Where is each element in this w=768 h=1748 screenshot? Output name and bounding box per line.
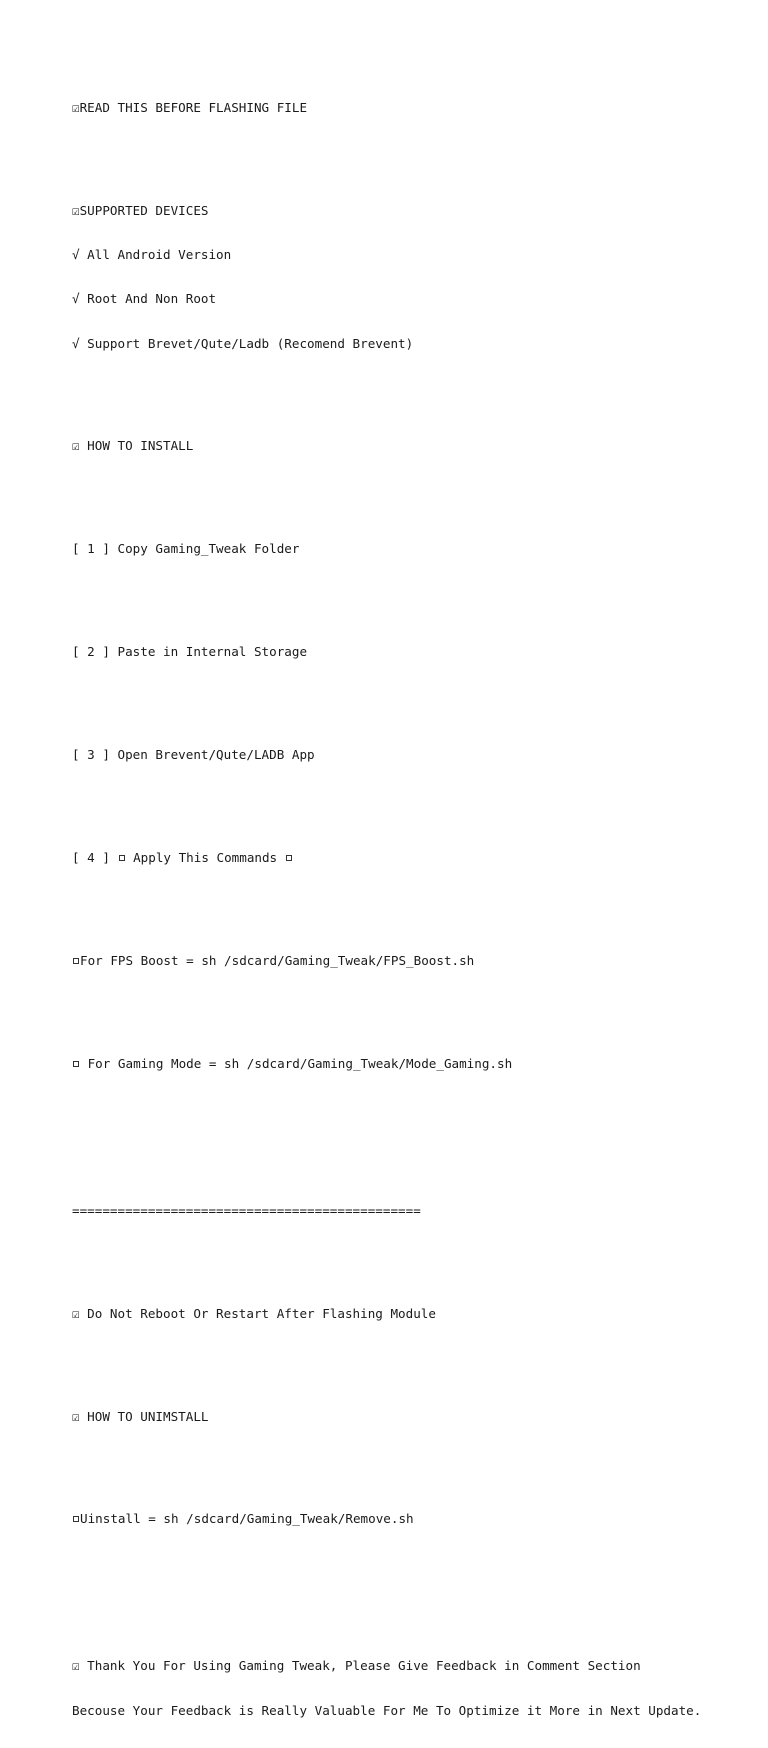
supported-item: √ All Android Version	[72, 247, 232, 263]
blank-line	[72, 586, 762, 601]
square-icon	[119, 855, 125, 861]
separator: ==============================================	[72, 1202, 421, 1218]
document-body	[72, 72, 762, 1748]
blank-line	[72, 1601, 762, 1616]
blank-line	[72, 484, 762, 499]
uninstall-command-line	[72, 1512, 762, 1527]
blank-line	[72, 146, 762, 161]
blank-line	[72, 689, 762, 704]
uninstall-command: Uinstall = sh /sdcard/Gaming_Tweak/Remove.sh	[80, 1511, 414, 1527]
blank-line	[72, 1248, 762, 1263]
supported-item: √ Root And Non Root	[72, 291, 217, 307]
fps-command-line	[72, 954, 762, 969]
blank-line	[72, 1101, 762, 1116]
blank-line	[72, 1145, 762, 1160]
blank-line	[72, 1454, 762, 1469]
no-reboot-note: ☑ Do Not Reboot Or Restart After Flashing Module	[72, 1305, 436, 1321]
install-title: ☑ HOW TO INSTALL	[72, 438, 194, 454]
blank-line	[72, 998, 762, 1013]
supported-title: ☑SUPPORTED DEVICES	[72, 203, 209, 219]
blank-line	[72, 1557, 762, 1572]
square-icon	[73, 1516, 79, 1522]
install-step-2: [ 2 ] Paste in Internal Storage	[72, 644, 308, 660]
header-line: ☑READ THIS BEFORE FLASHING FILE	[72, 100, 308, 116]
gaming-command-line	[72, 1057, 762, 1072]
thanks-line-2: Becouse Your Feedback is Really Valuable For Me To Optimize it More in Next Update.	[72, 1702, 702, 1718]
install-step-4	[72, 851, 762, 866]
step4-text: Apply This Commands	[125, 850, 285, 866]
blank-line	[72, 1351, 762, 1366]
blank-line	[72, 792, 762, 807]
square-icon	[286, 855, 292, 861]
supported-item: √ Support Brevet/Qute/Ladb (Recomend Brevent)	[72, 335, 414, 351]
square-icon	[73, 1061, 79, 1067]
gaming-command: For Gaming Mode = sh /sdcard/Gaming_Tweak/Mode_Gaming.sh	[80, 1055, 513, 1071]
blank-line	[72, 381, 762, 396]
fps-command: For FPS Boost = sh /sdcard/Gaming_Tweak/FPS_Boost.sh	[80, 952, 475, 968]
thanks-line-1: ☑ Thank You For Using Gaming Tweak, Please Give Feedback in Comment Section	[72, 1658, 641, 1674]
install-step-3: [ 3 ] Open Brevent/Qute/LADB App	[72, 747, 315, 763]
step4-prefix: [ 4 ]	[72, 850, 118, 866]
uninstall-title: ☑ HOW TO UNIMSTALL	[72, 1408, 209, 1424]
blank-line	[72, 895, 762, 910]
install-step-1: [ 1 ] Copy Gaming_Tweak Folder	[72, 541, 300, 557]
square-icon	[73, 958, 79, 964]
